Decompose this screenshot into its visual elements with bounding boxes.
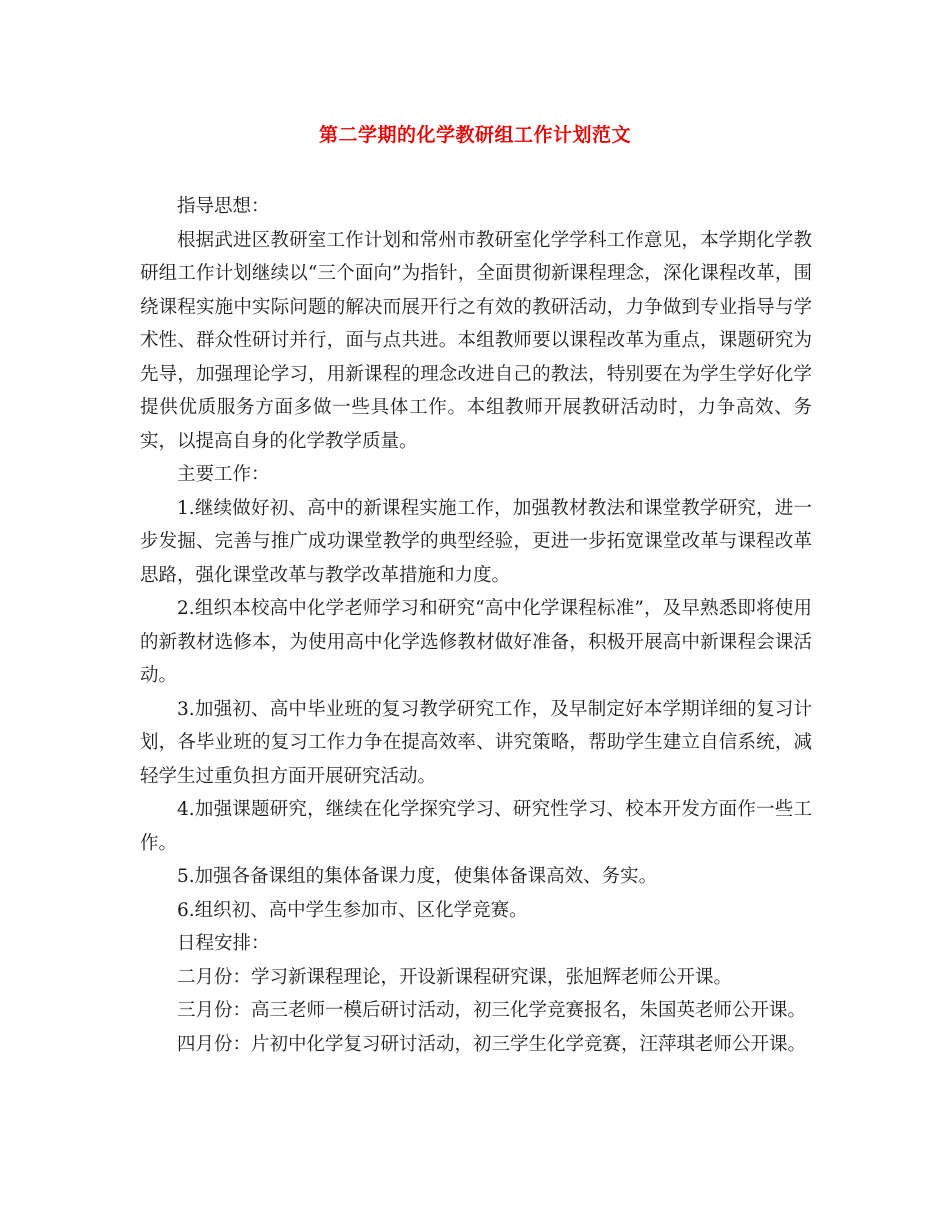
main-work-item-3: 3.加强初、高中毕业班的复习教学研究工作，及早制定好本学期详细的复习计划，各毕业班的复习工作力争在提高效率、讲究策略，帮助学生建立自信系统，减轻学生过重负担方面开展研究活动。 (140, 698, 812, 787)
section-heading-guiding-thought: 指导思想： (177, 196, 270, 217)
section-heading-main-work: 主要工作： (177, 464, 270, 485)
main-work-item-1: 1.继续做好初、高中的新课程实施工作，加强教材教法和课堂教学研究，进一步发掘、完善与推广成功课堂教学的典型经验，更进一步拓宽课堂改革与课程改革思路，强化课堂改革与教学改革措施和力度。 (140, 497, 812, 586)
paragraph-guiding-thought: 根据武进区教研室工作计划和常州市教研室化学学科工作意见，本学期化学教研组工作计划继续以“三个面向”为指针，全面贯彻新课程理念，深化课程改革，围绕课程实施中实际问题的解决而展开行之有效的教研活动，力争做到专业指导与学术性、群众性研讨并行，面与点共进。本组教师要以课程改革为重点，课题研究为先导，加强理论学习，用新课程的理念改进自己的教法，特别要在为学生学好化学提供优质服务方面多做一些具体工作。本组教师开展教研活动时，力争高效、务实，以提高自身的化学教学质量。 (140, 229, 812, 452)
document-title: 第二学期的化学教研组工作计划范文 (318, 124, 631, 146)
main-work-item-2: 2.组织本校高中化学老师学习和研究“高中化学课程标准”，及早熟悉即将使用的新教材选修本，为使用高中化学选修教材做好准备，积极开展高中新课程会课活动。 (140, 598, 812, 686)
main-work-item-5: 5.加强各备课组的集体备课力度，使集体备课高效、务实。 (177, 866, 658, 887)
schedule-march: 三月份：高三老师一模后研讨活动，初三化学竞赛报名，朱国英老师公开课。 (177, 1000, 807, 1021)
main-work-item-4: 4.加强课题研究，继续在化学探究学习、研究性学习、校本开发方面作一些工作。 (140, 799, 812, 854)
section-heading-schedule: 日程安排： (177, 933, 270, 954)
schedule-april: 四月份：片初中化学复习研讨活动，初三学生化学竞赛，汪萍琪老师公开课。 (177, 1033, 807, 1055)
schedule-february: 二月份：学习新课程理论，开设新课程研究课，张旭辉老师公开课。 (177, 966, 733, 988)
main-work-item-6: 6.组织初、高中学生参加市、区化学竞赛。 (177, 899, 528, 921)
document-body (140, 190, 812, 1061)
